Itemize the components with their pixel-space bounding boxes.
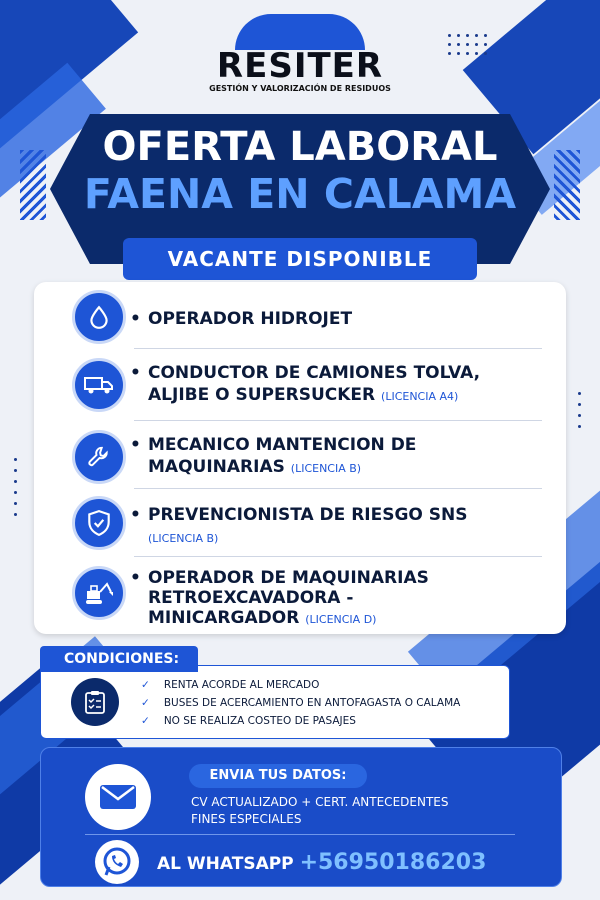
- decor-dots-right: [578, 392, 581, 428]
- whatsapp-line: [157, 850, 486, 875]
- shield-check-icon: [72, 496, 126, 550]
- whatsapp-number[interactable]: +56950186203: [299, 850, 487, 875]
- license-tag: (LICENCIA B): [148, 532, 219, 545]
- job-title: MECANICO MANTENCION DE: [148, 435, 417, 455]
- water-drop-icon: [72, 290, 126, 344]
- contact-panel: [40, 747, 562, 887]
- job-item: • OPERADOR DE MAQUINARIAS RETROEXCAVADORA - MINICARGADOR (LICENCIA D): [34, 562, 566, 632]
- page-subtitle: FAENA EN CALAMA: [83, 170, 517, 218]
- job-title: OPERADOR HIDROJET: [148, 309, 353, 329]
- required-docs: CV ACTUALIZADO + CERT. ANTECEDENTES FINES ESPECIALES: [191, 795, 449, 826]
- excavator-icon: [72, 566, 126, 620]
- send-data-label: ENVIA TUS DATOS:: [189, 764, 367, 788]
- page-title: OFERTA LABORAL: [102, 124, 498, 170]
- whatsapp-icon: [95, 840, 139, 884]
- conditions-label: CONDICIONES:: [40, 646, 198, 672]
- condition-item: ✓ BUSES DE ACERCAMIENTO EN ANTOFAGASTA O CALAMA: [141, 697, 461, 709]
- vacancy-badge: VACANTE DISPONIBLE: [123, 238, 477, 280]
- license-tag: (LICENCIA A4): [381, 390, 459, 403]
- job-title: PREVENCIONISTA DE RIESGO SNS: [148, 505, 468, 525]
- logo-tagline: GESTIÓN Y VALORIZACIÓN DE RESIDUOS: [209, 84, 391, 93]
- decor-hatch-left: [20, 150, 46, 220]
- wrench-icon: [72, 430, 126, 484]
- job-title-cont: MINICARGADOR: [148, 608, 300, 628]
- job-item: • OPERADOR HIDROJET: [34, 288, 566, 348]
- job-item: • PREVENCIONISTA DE RIESGO SNS (LICENCIA B): [34, 494, 566, 556]
- whatsapp-label: AL WHATSAPP: [157, 854, 294, 874]
- conditions-list: [141, 676, 460, 730]
- decor-hatch-right: [554, 150, 580, 220]
- job-title: OPERADOR DE MAQUINARIAS: [148, 568, 429, 588]
- company-logo: [0, 14, 600, 93]
- check-icon: ✓: [141, 715, 150, 727]
- job-title-cont: MAQUINARIAS: [148, 457, 285, 477]
- check-icon: ✓: [141, 697, 150, 709]
- job-item: • MECANICO MANTENCION DE MAQUINARIAS (LICENCIA B): [34, 426, 566, 492]
- job-title-cont: ALJIBE O SUPERSUCKER: [148, 385, 376, 405]
- logo-arc: [235, 14, 365, 50]
- job-title: CONDUCTOR DE CAMIONES TOLVA,: [148, 363, 481, 383]
- license-tag: (LICENCIA D): [305, 613, 377, 626]
- conditions-box: [40, 665, 510, 739]
- check-icon: ✓: [141, 679, 150, 691]
- envelope-icon: [85, 764, 151, 830]
- logo-name: RESITER: [216, 46, 384, 86]
- truck-icon: [72, 358, 126, 412]
- job-title-cont: RETROEXCAVADORA -: [148, 588, 354, 608]
- condition-item: ✓ NO SE REALIZA COSTEO DE PASAJES: [141, 715, 356, 727]
- title-block: [50, 114, 550, 218]
- job-item: • CONDUCTOR DE CAMIONES TOLVA, ALJIBE O SUPERSUCKER (LICENCIA A4): [34, 354, 566, 420]
- job-list: [34, 282, 566, 634]
- condition-item: ✓ RENTA ACORDE AL MERCADO: [141, 679, 320, 691]
- license-tag: (LICENCIA B): [290, 462, 362, 475]
- decor-dots-left: [14, 458, 17, 516]
- clipboard-icon: [71, 678, 119, 726]
